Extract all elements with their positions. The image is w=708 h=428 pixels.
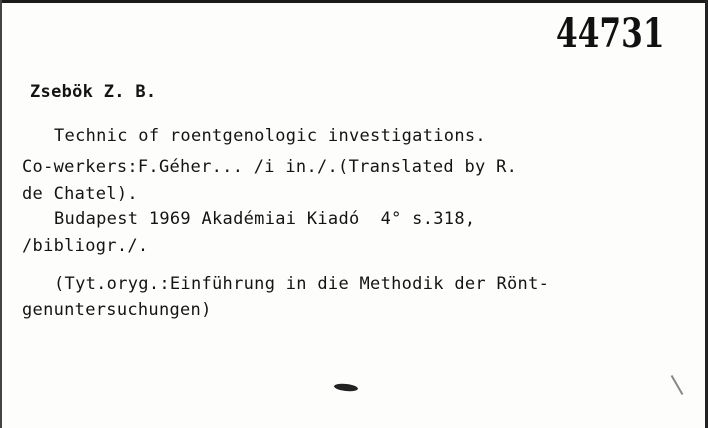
ink-smudge <box>334 383 359 392</box>
card-left-edge <box>0 0 2 428</box>
imprint-line: Budapest 1969 Akadémiai Kiadó 4° s.318, <box>54 209 476 229</box>
translator-line: de Chatel). <box>22 184 138 204</box>
original-title-continued-line: genuntersuchungen) <box>22 300 212 320</box>
pencil-mark <box>671 375 684 395</box>
coworkers-line: Co-werkers:F.Géher... /i in./.(Translated by R. <box>22 157 518 177</box>
author-line: Zsebök Z. B. <box>30 82 157 102</box>
original-title-line: (Tyt.oryg.:Einführung in die Methodik der Rönt- <box>54 274 550 294</box>
title-line: Technic of roentgenologic investigations. <box>54 126 486 146</box>
card-top-edge <box>0 0 708 3</box>
bibliography-line: /bibliogr./. <box>22 236 149 256</box>
call-number: 44731 <box>556 10 665 57</box>
